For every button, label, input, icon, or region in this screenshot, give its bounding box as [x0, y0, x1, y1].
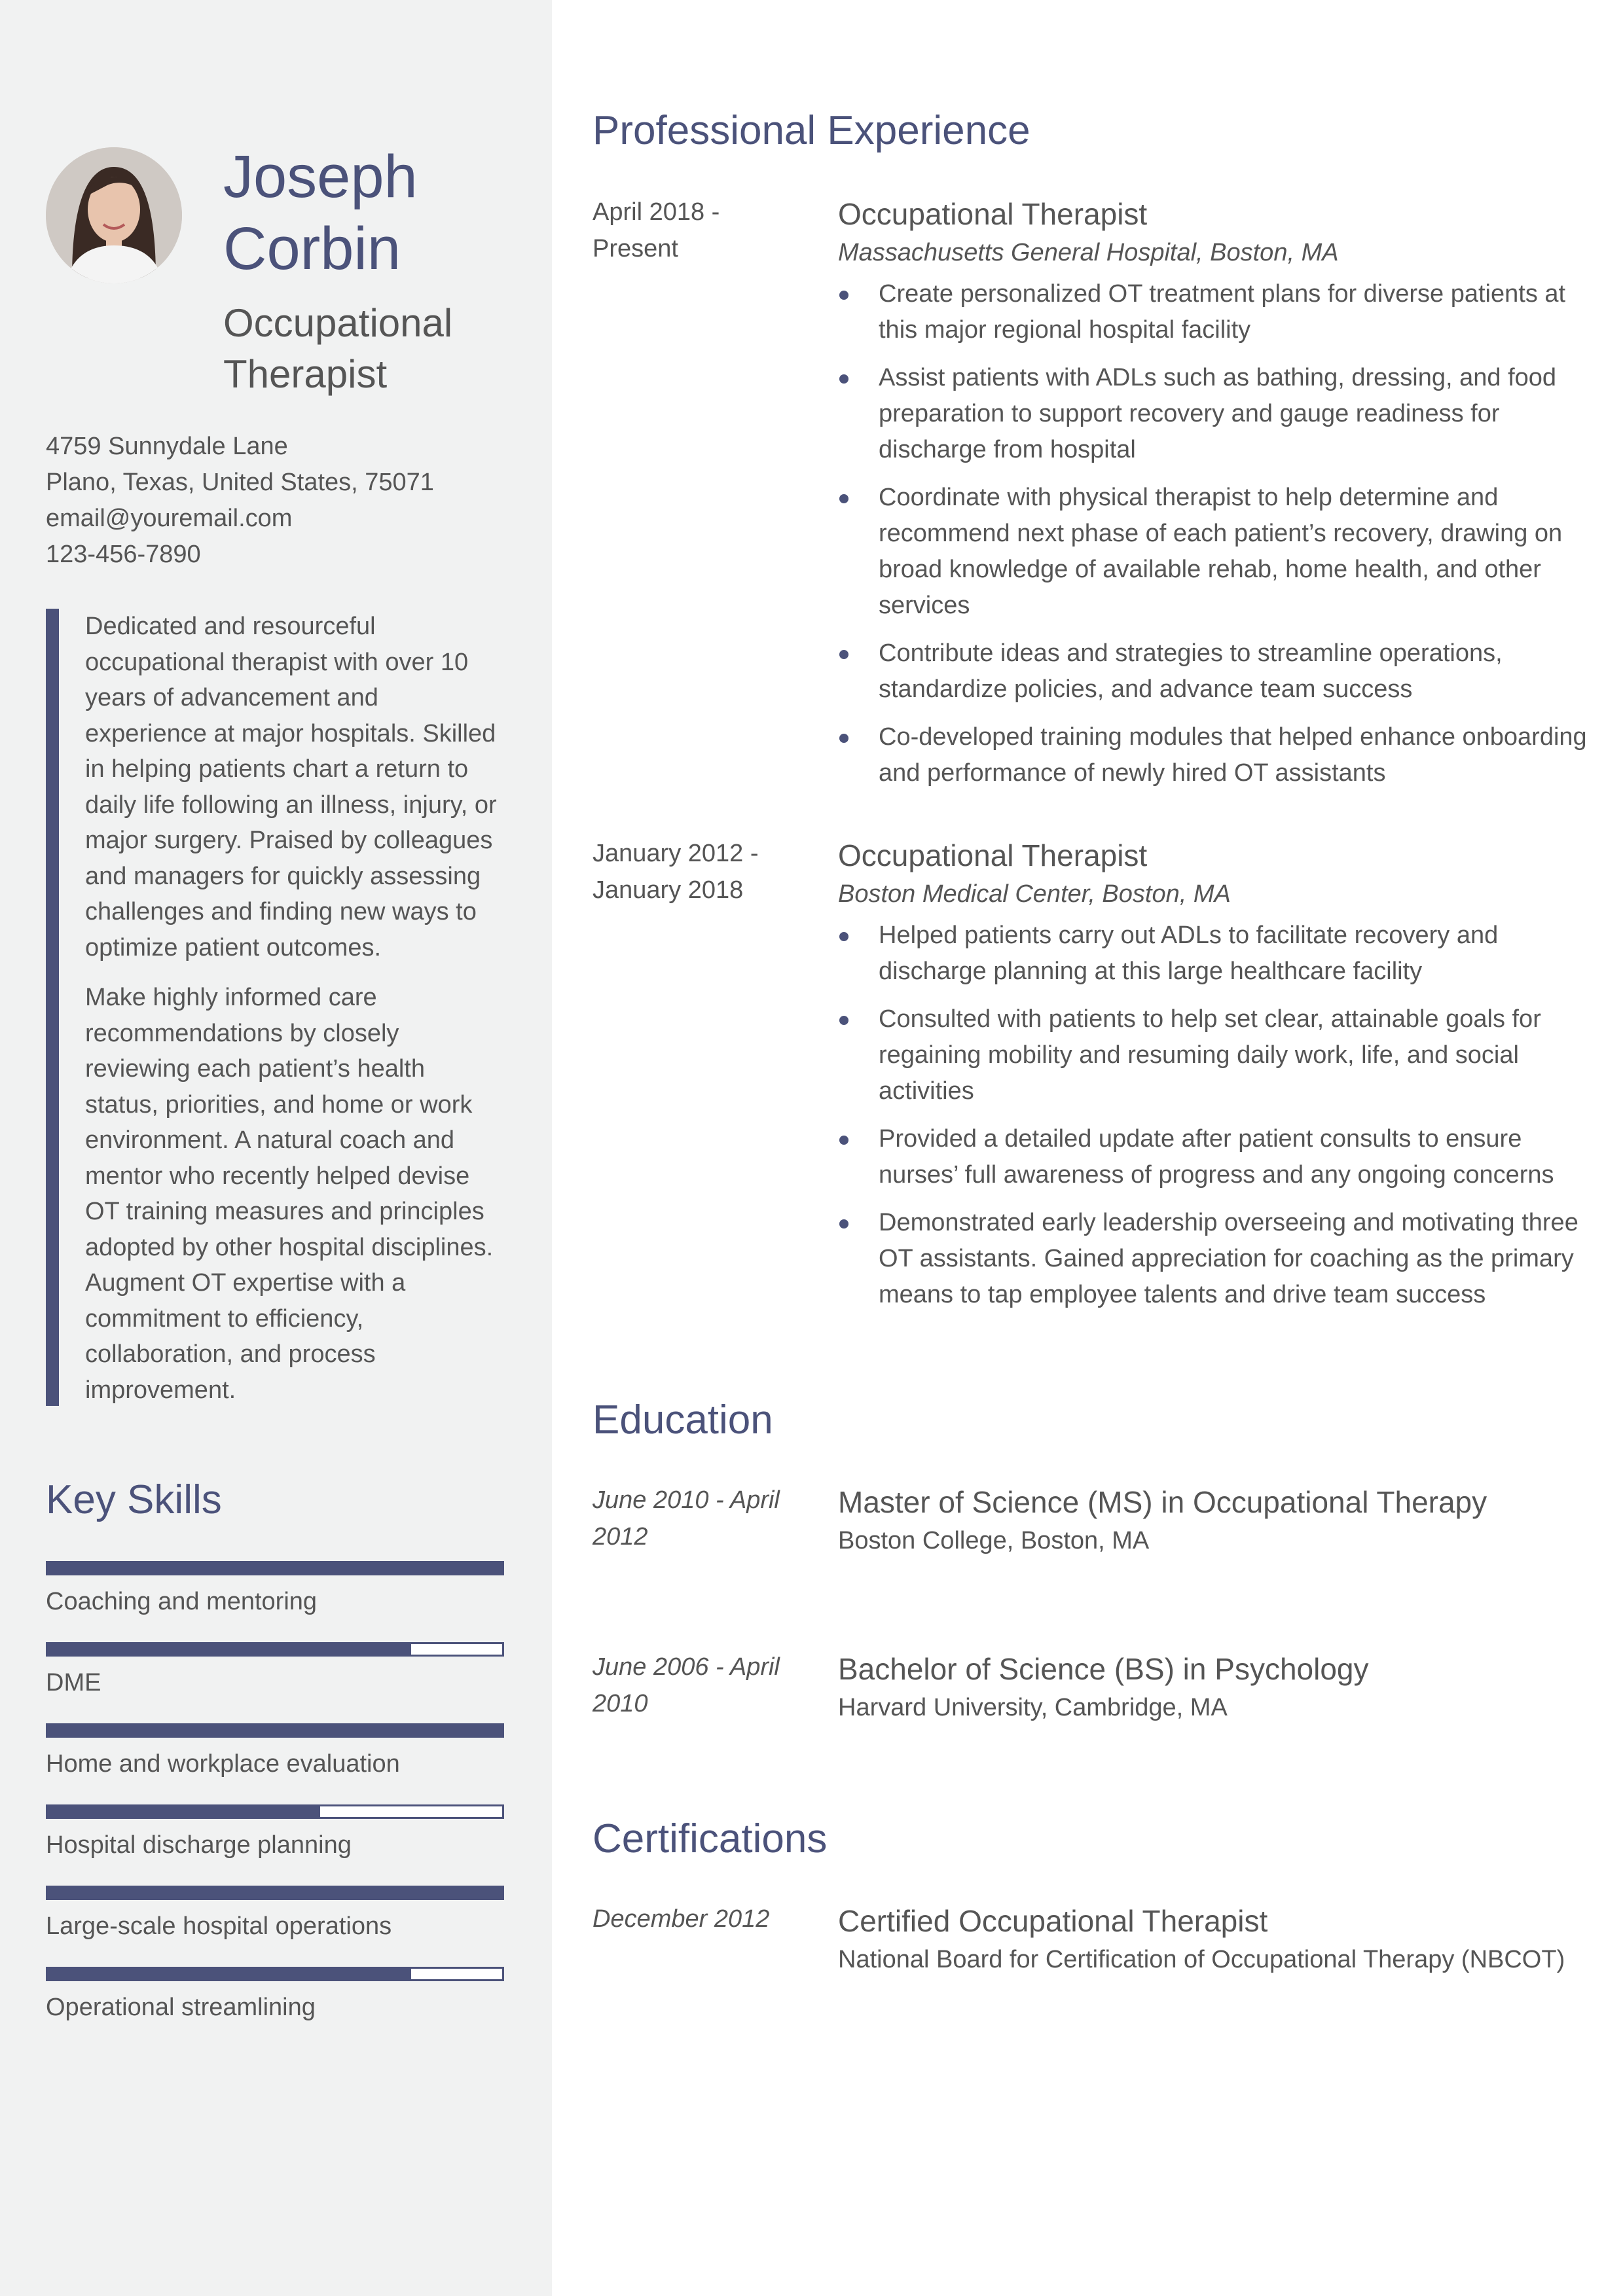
bullet-item [838, 360, 1591, 468]
bullet-text: Create personalized OT treatment plans for diverse patients at this major regional hospital facility [879, 280, 1566, 344]
skill-item [46, 1642, 504, 1723]
skill-level-fill [48, 1563, 502, 1573]
bullet-text: Demonstrated early leadership overseeing and motivating three OT assistants. Gained appreciation for coaching as the primary means to tap employee talents and drive team success [879, 1209, 1578, 1308]
name-last: Corbin [223, 215, 401, 282]
bullet-dot-icon [839, 494, 848, 503]
education-heading: Education [593, 1397, 773, 1443]
skill-name: Home and workplace evaluation [46, 1750, 400, 1778]
skill-level-bar [46, 1642, 504, 1657]
bullet-item [838, 1121, 1591, 1193]
email-link[interactable]: email@youremail.com [46, 505, 293, 532]
bullet-item [838, 636, 1591, 708]
bullet-text: Coordinate with physical therapist to help determine and recommend next phase of each patient’s recovery, drawing on broad knowledge of available rehab, home health, and other services [879, 484, 1563, 619]
bullet-dot-icon [839, 734, 848, 743]
entry-body [838, 194, 1591, 803]
address-line-2: Plano, Texas, United States, 75071 [46, 469, 434, 496]
skill-level-fill [48, 1725, 502, 1736]
bullet-item [838, 276, 1591, 348]
degree: Master of Science (MS) in Occupational Therapy [838, 1485, 1487, 1519]
certification-issuer: National Board for Certification of Occupational Therapy (NBCOT) [838, 1946, 1565, 1973]
address-line-1: 4759 Sunnydale Lane [46, 433, 288, 460]
job-position: Occupational Therapist [838, 197, 1148, 231]
skill-name: Coaching and mentoring [46, 1588, 318, 1615]
bullet-list [838, 276, 1591, 791]
employer: Boston Medical Center, Boston, MA [838, 880, 1231, 908]
bullet-text: Helped patients carry out ADLs to facilitate recovery and discharge planning at this large healthcare facility [879, 922, 1499, 985]
skill-level-bar [46, 1886, 504, 1900]
bullet-item [838, 719, 1591, 791]
date-line: Present [593, 235, 678, 262]
bullet-dot-icon [839, 1016, 848, 1025]
summary-paragraph: Make highly informed care recommendations by closely reviewing each patient’s health status, priorities, and home or work environment. A natural coach and mentor who recently helped devise OT training measures and principles adopted by other hospital disciplines. Augment OT expertise with a commitment to efficiency, collaboration, and process improvement. [85, 984, 494, 1404]
skill-name: DME [46, 1669, 101, 1696]
date-line: January 2018 [593, 876, 744, 904]
person-name [223, 141, 418, 285]
job-title-line-2: Therapist [223, 352, 388, 396]
entry-date [593, 1901, 789, 1937]
bullet-dot-icon [839, 650, 848, 659]
skills-list [46, 1561, 504, 2048]
sidebar [0, 0, 552, 2296]
skill-item [46, 1561, 504, 1642]
certification-name: Certified Occupational Therapist [838, 1904, 1268, 1938]
bullet-text: Contribute ideas and strategies to streamline operations, standardize policies, and advance team success [879, 639, 1503, 703]
date-line: 2012 [593, 1523, 648, 1551]
date-line: 2010 [593, 1690, 648, 1717]
bullet-text: Provided a detailed update after patient consults to ensure nurses’ full awareness of progress and any ongoing concerns [879, 1125, 1554, 1189]
skill-name: Operational streamlining [46, 1994, 316, 2021]
certifications-heading: Certifications [593, 1816, 828, 1861]
skill-level-bar [46, 1561, 504, 1575]
name-first: Joseph [223, 143, 418, 210]
entry-body [838, 1649, 1591, 1726]
entry-date [593, 194, 789, 267]
skill-level-fill [48, 1806, 320, 1817]
skill-level-fill [48, 1969, 411, 1979]
bullet-item [838, 918, 1591, 990]
skill-level-bar [46, 1723, 504, 1738]
date-line: December 2012 [593, 1905, 770, 1933]
entry-date [593, 1649, 789, 1722]
avatar [46, 147, 182, 283]
skills-heading: Key Skills [46, 1477, 222, 1522]
skill-name: Large-scale hospital operations [46, 1912, 392, 1940]
date-line: January 2012 - [593, 840, 759, 867]
date-line: June 2006 - April [593, 1653, 780, 1681]
main-content [552, 0, 1623, 2296]
experience-heading: Professional Experience [593, 108, 1030, 153]
skill-level-fill [48, 1644, 411, 1655]
bullet-text: Co-developed training modules that helped enhance onboarding and performance of newly hired OT assistants [879, 723, 1587, 787]
skill-item [46, 1886, 504, 1967]
school: Boston College, Boston, MA [838, 1527, 1150, 1554]
bullet-item [838, 480, 1591, 624]
skill-name: Hospital discharge planning [46, 1831, 352, 1859]
skill-level-fill [48, 1888, 502, 1898]
bullet-item [838, 1205, 1591, 1313]
phone-number: 123-456-7890 [46, 541, 201, 568]
job-title [223, 298, 511, 400]
job-title-line-1: Occupational [223, 301, 453, 345]
date-line: April 2018 - [593, 198, 720, 226]
entry-body [838, 1901, 1591, 1978]
entry-date [593, 1482, 789, 1555]
job-position: Occupational Therapist [838, 838, 1148, 872]
bullet-dot-icon [839, 932, 848, 941]
skill-item [46, 1967, 504, 2048]
bullet-dot-icon [839, 1219, 848, 1229]
skill-level-bar [46, 1967, 504, 1981]
date-line: June 2010 - April [593, 1486, 780, 1514]
entry-date [593, 835, 789, 908]
contact-info [46, 429, 434, 573]
entry-body [838, 835, 1591, 1325]
school: Harvard University, Cambridge, MA [838, 1694, 1228, 1721]
bullet-dot-icon [839, 1136, 848, 1145]
bullet-list [838, 918, 1591, 1313]
person-photo-icon [46, 147, 182, 283]
skill-item [46, 1804, 504, 1886]
skill-level-bar [46, 1804, 504, 1819]
profile-summary [46, 609, 504, 1406]
employer: Massachusetts General Hospital, Boston, MA [838, 239, 1339, 266]
bullet-dot-icon [839, 374, 848, 384]
entry-body [838, 1482, 1591, 1559]
bullet-dot-icon [839, 291, 848, 300]
bullet-text: Assist patients with ADLs such as bathing, dressing, and food preparation to support recovery and gauge readiness for discharge from hospital [879, 364, 1557, 463]
skill-item [46, 1723, 504, 1804]
degree: Bachelor of Science (BS) in Psychology [838, 1652, 1369, 1686]
bullet-item [838, 1001, 1591, 1109]
bullet-text: Consulted with patients to help set clear, attainable goals for regaining mobility and resuming daily work, life, and social activities [879, 1005, 1541, 1105]
summary-paragraph: Dedicated and resourceful occupational therapist with over 10 years of advancement and experience at major hospitals. Skilled in helping patients chart a return to daily life following an illness, injury, or major surgery. Praised by colleagues and managers for quickly assessing challenges and finding new ways to optimize patient outcomes. [85, 613, 497, 961]
